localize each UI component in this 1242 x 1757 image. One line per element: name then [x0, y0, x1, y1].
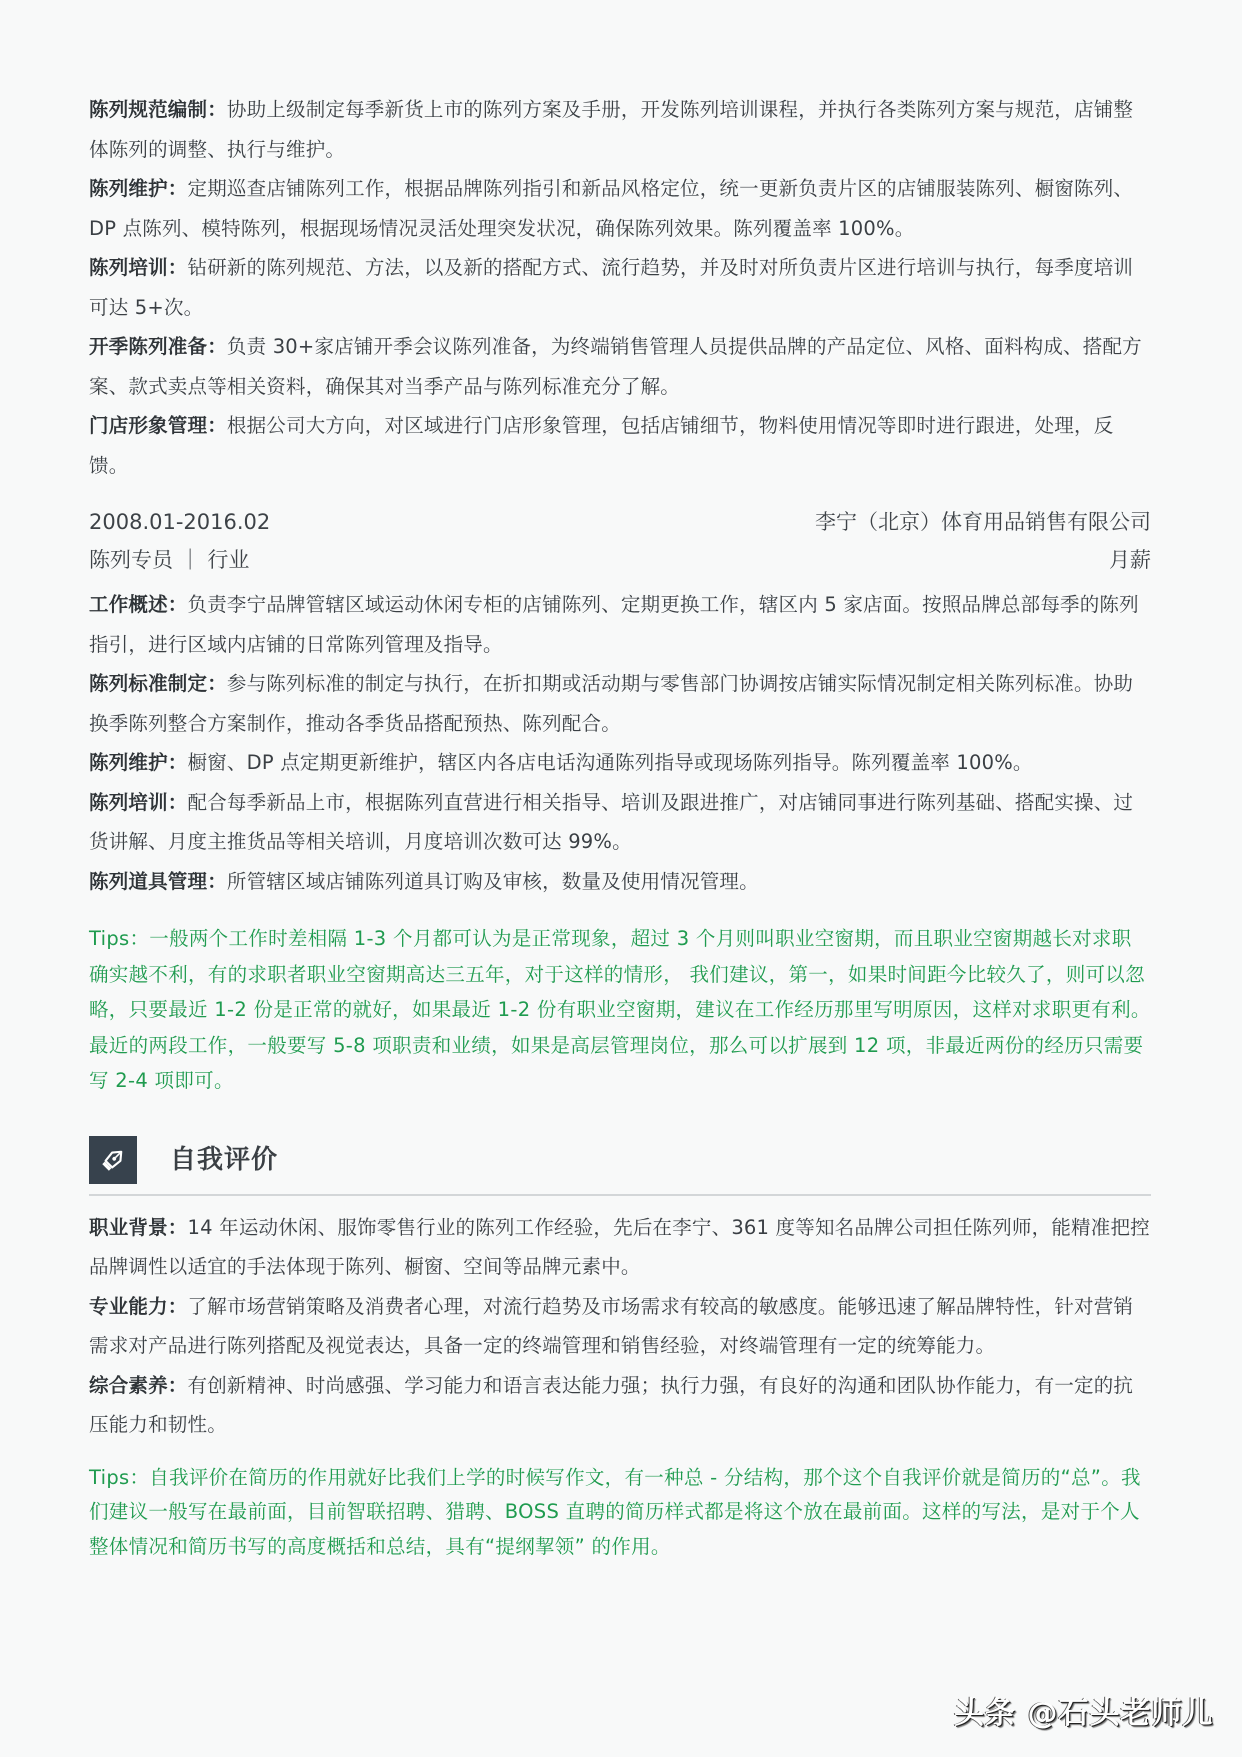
- evaluation-item: [89, 1366, 1151, 1445]
- duty-text: 所管辖区域店铺陈列道具订购及审核，数量及使用情况管理。: [226, 869, 759, 893]
- evaluation-label: 专业能力：: [89, 1294, 188, 1318]
- tips-self-evaluation: Tips：自我评价在简历的作用就好比我们上学的时候写作文，有一种总 - 分结构，那个这个自我评价就是简历的“总”。我们建议一般写在最前面，目前智联招聘、猎聘、BOSS 直聘的简历样式都是将这个放在最前面。这样的写法，是对于个人整体情况和简历书写的高度概括和总结，具有“提纲挈领” 的作用。: [89, 1465, 1141, 1558]
- duty-text: 参与陈列标准的制定与执行，在折扣期或活动期与零售部门协调按店铺实际情况制定相关陈列标准。协助换季陈列整合方案制作，推动各季货品搭配预热、陈列配合。: [89, 672, 1134, 735]
- pen-nib-icon: [89, 1136, 137, 1184]
- duty-label: 陈列维护：: [89, 177, 188, 200]
- duty-item: [89, 248, 1151, 327]
- duty-label: 陈列维护：: [89, 751, 188, 774]
- evaluation-text: 有创新精神、时尚感强、学习能力和语言表达能力强；执行力强，有良好的沟通和团队协作能力，有一定的抗压能力和韧性。: [89, 1373, 1134, 1436]
- job-header: [89, 503, 1151, 541]
- tips-experience: Tips：一般两个工作时差相隔 1-3 个月都可认为是正常现象，超过 3 个月则叫职业空窗期，而且职业空窗期越长对求职确实越不利，有的求职者职业空窗期高达三五年，对于这样的情形， 我们建议，第一，如果时间距今比较久了，则可以忽略，只要最近 1-2 份是正常的就好，如果最近 1-2 份有职业空窗期，建议在工作经历那里写明原因，这样对求职更有利。最近的两段工作，一般要写 5-8 项职责和业绩，如果是高层管理岗位，那么可以扩展到 12 项，非最近两份的经历只需要写 2-4 项即可。: [89, 927, 1151, 1092]
- section-header-self-evaluation: [89, 1136, 1151, 1196]
- duty-item: [89, 406, 1151, 485]
- duty-text: 橱窗、DP 点定期更新维护，辖区内各店电话沟通陈列指导或现场陈列指导。陈列覆盖率 100%。: [187, 751, 1033, 774]
- duty-text: 协助上级制定每季新货上市的陈列方案及手册，开发陈列培训课程，并执行各类陈列方案与规范，店铺整体陈列的调整、执行与维护。: [89, 98, 1134, 161]
- self-evaluation-body: [89, 1208, 1151, 1445]
- duty-text: 定期巡查店铺陈列工作，根据品牌陈列指引和新品风格定位，统一更新负责片区的店铺服装陈列、橱窗陈列、DP 点陈列、模特陈列，根据现场情况灵活处理突发状况，确保陈列效果。陈列覆盖率 100%。: [89, 177, 1134, 240]
- evaluation-label: 综合素养：: [89, 1373, 188, 1397]
- duty-item: [89, 783, 1151, 862]
- duty-label: 陈列标准制定：: [89, 672, 227, 695]
- evaluation-text: 14 年运动休闲、服饰零售行业的陈列工作经验，先后在李宁、361 度等知名品牌公司担任陈列师，能精准把控品牌调性以适宜的手法体现于陈列、橱窗、空间等品牌元素中。: [89, 1215, 1150, 1278]
- job-salary: 月薪: [1109, 548, 1151, 572]
- duty-label: 陈列培训：: [89, 256, 188, 279]
- duty-item: [89, 90, 1151, 169]
- experience-continued: [89, 90, 1151, 485]
- duty-label: 门店形象管理：: [89, 414, 227, 437]
- duty-label: 开季陈列准备：: [89, 335, 227, 358]
- duty-text: 负责 30+家店铺开季会议陈列准备，为终端销售管理人员提供品牌的产品定位、风格、面料构成、搭配方案、款式卖点等相关资料，确保其对当季产品与陈列标准充分了解。: [89, 335, 1142, 398]
- duty-text: 根据公司大方向，对区域进行门店形象管理，包括店铺细节，物料使用情况等即时进行跟进，处理，反馈。: [89, 414, 1114, 477]
- watermark: 头条 @石头老师儿: [954, 1696, 1214, 1731]
- job-period: 2008.01-2016.02: [89, 510, 271, 534]
- duty-label: 陈列规范编制：: [89, 98, 227, 121]
- duty-label: 陈列培训：: [89, 790, 188, 814]
- duty-item: [89, 585, 1151, 664]
- job-title: 陈列专员 ｜ 行业: [89, 548, 250, 572]
- section-title: 自我评价: [170, 1144, 279, 1175]
- duty-item: [89, 327, 1151, 406]
- duty-text: 负责李宁品牌管辖区域运动休闲专柜的店铺陈列、定期更换工作，辖区内 5 家店面。按照品牌总部每季的陈列指引，进行区域内店铺的日常陈列管理及指导。: [89, 593, 1139, 656]
- evaluation-label: 职业背景：: [89, 1215, 188, 1239]
- job-company: 李宁（北京）体育用品销售有限公司: [815, 510, 1151, 534]
- duty-item: [89, 664, 1151, 743]
- duty-item: [89, 743, 1151, 783]
- job-duties: [89, 585, 1151, 901]
- duty-label: 工作概述：: [89, 593, 188, 616]
- evaluation-item: [89, 1287, 1151, 1366]
- duty-item: [89, 862, 1151, 902]
- duty-item: [89, 169, 1151, 248]
- job-subheader: [89, 541, 1151, 579]
- resume-page: [89, 90, 1151, 1564]
- evaluation-text: 了解市场营销策略及消费者心理，对流行趋势及市场需求有较高的敏感度。能够迅速了解品牌特性，针对营销需求对产品进行陈列搭配及视觉表达，具备一定的终端管理和销售经验，对终端管理有一定的统筹能力。: [89, 1294, 1134, 1357]
- duty-text: 钻研新的陈列规范、方法，以及新的搭配方式、流行趋势，并及时对所负责片区进行培训与执行，每季度培训可达 5+次。: [89, 256, 1134, 319]
- evaluation-item: [89, 1208, 1151, 1287]
- duty-text: 配合每季新品上市，根据陈列直营进行相关指导、培训及跟进推广，对店铺同事进行陈列基础、搭配实操、过货讲解、月度主推货品等相关培训，月度培训次数可达 99%。: [89, 790, 1134, 853]
- duty-label: 陈列道具管理：: [89, 869, 227, 893]
